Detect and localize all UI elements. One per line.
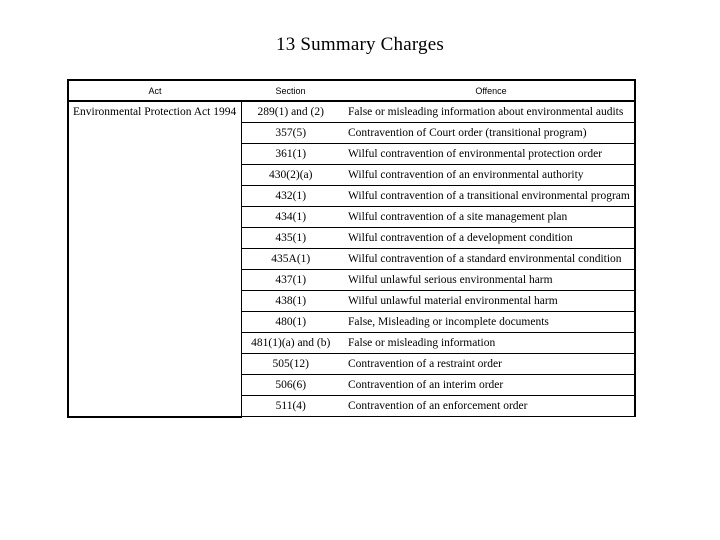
offence-cell: False or misleading information about environmental audits: [340, 101, 635, 123]
section-cell: 357(5): [241, 123, 340, 144]
section-cell: 437(1): [241, 270, 340, 291]
section-cell: 289(1) and (2): [241, 101, 340, 123]
offence-cell: Wilful contravention of a site management plan: [340, 207, 635, 228]
offence-cell: Wilful contravention of environmental protection order: [340, 144, 635, 165]
section-cell: 361(1): [241, 144, 340, 165]
section-cell: 511(4): [241, 396, 340, 417]
section-cell: 435A(1): [241, 249, 340, 270]
act-name: Environmental Protection Act 1994: [68, 101, 241, 417]
section-cell: 435(1): [241, 228, 340, 249]
header-act: Act: [68, 80, 241, 101]
section-cell: 480(1): [241, 312, 340, 333]
offence-cell: Contravention of a restraint order: [340, 354, 635, 375]
table-body: [68, 101, 635, 417]
header-offence: Offence: [340, 80, 635, 101]
offence-cell: Wilful unlawful material environmental harm: [340, 291, 635, 312]
summary-charges-table: [67, 79, 636, 418]
section-cell: 505(12): [241, 354, 340, 375]
offence-cell: False or misleading information: [340, 333, 635, 354]
offence-cell: Wilful contravention of a transitional environmental program: [340, 186, 635, 207]
offence-cell: Contravention of an enforcement order: [340, 396, 635, 417]
offence-cell: Wilful contravention of an environmental authority: [340, 165, 635, 186]
section-cell: 432(1): [241, 186, 340, 207]
section-cell: 481(1)(a) and (b): [241, 333, 340, 354]
offence-cell: False, Misleading or incomplete documents: [340, 312, 635, 333]
offence-cell: Wilful contravention of a standard environmental condition: [340, 249, 635, 270]
section-cell: 506(6): [241, 375, 340, 396]
table-row: [68, 101, 635, 123]
offence-cell: Contravention of an interim order: [340, 375, 635, 396]
section-cell: 430(2)(a): [241, 165, 340, 186]
offence-cell: Contravention of Court order (transitional program): [340, 123, 635, 144]
section-cell: 438(1): [241, 291, 340, 312]
header-section: Section: [241, 80, 340, 101]
table-header-row: [68, 80, 635, 101]
section-cell: 434(1): [241, 207, 340, 228]
page-title: 13 Summary Charges: [276, 34, 444, 55]
offence-cell: Wilful contravention of a development condition: [340, 228, 635, 249]
offence-cell: Wilful unlawful serious environmental harm: [340, 270, 635, 291]
